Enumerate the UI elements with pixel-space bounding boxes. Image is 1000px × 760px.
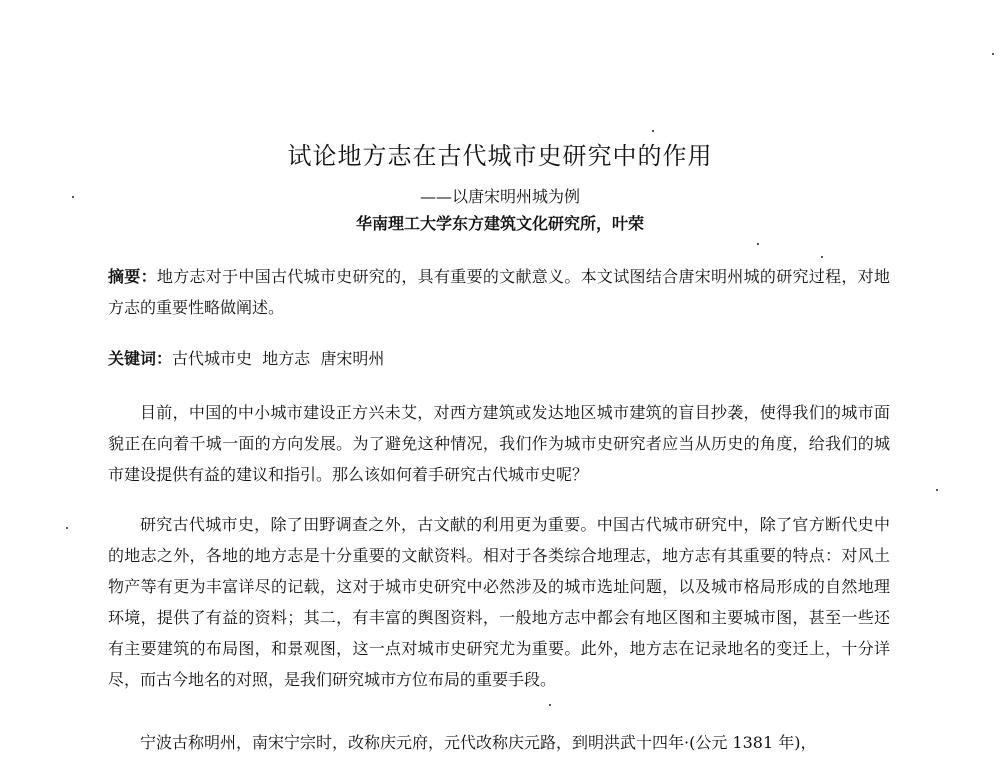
keywords-paragraph: [108, 343, 890, 374]
paper-subtitle: ——以唐宋明州城为例: [419, 187, 580, 206]
scan-speck: [549, 704, 551, 706]
body-paragraph-text: 宁波古称明州，南宋宁宗时，改称庆元府，元代改称庆元路，到明洪武十四年·(公元 1381 年)，: [140, 733, 817, 752]
scan-speck: [72, 196, 74, 198]
body-paragraph-1: [108, 397, 890, 490]
abstract-paragraph: [108, 261, 890, 323]
keywords-label: 关键词：: [108, 349, 173, 368]
scan-speck: [992, 53, 994, 55]
body-paragraph-3: [108, 727, 890, 758]
author-affiliation: 华南理工大学东方建筑文化研究所，叶荣: [355, 214, 644, 233]
abstract-section: [108, 261, 890, 323]
keywords-section: [108, 343, 890, 374]
abstract-label: 摘要：: [108, 267, 157, 286]
keywords-text: 古代城市史 地方志 唐宋明州: [172, 349, 385, 368]
paper-title: 试论地方志在古代城市史研究中的作用: [287, 142, 713, 170]
scan-speck: [66, 527, 68, 529]
scan-speck: [821, 256, 823, 258]
scan-speck: [652, 130, 654, 132]
body-paragraph-2: [108, 509, 890, 695]
abstract-text: 地方志对于中国古代城市史研究的，具有重要的文献意义。本文试图结合唐宋明州城的研究过程，对地方志的重要性略做阐述。: [108, 267, 890, 317]
body-paragraph-text: 目前，中国的中小城市建设正方兴未艾，对西方建筑或发达地区城市建筑的盲目抄袭，使得我们的城市面貌正在向着千城一面的方向发展。为了避免这种情况，我们作为城市史研究者应当从历史的角度，给我们的城市建设提供有益的建议和指引。那么该如何着手研究古代城市史呢？: [108, 403, 890, 484]
scan-speck: [936, 489, 938, 491]
body-paragraph-text: 研究古代城市史，除了田野调查之外，古文献的利用更为重要。中国古代城市研究中，除了官方断代史中的地志之外，各地的地方志是十分重要的文献资料。相对于各类综合地理志，地方志有其重要的特点：对风土物产等有更为丰富详尽的记载，这对于城市史研究中必然涉及的城市选址问题，以及城市格局形成的自然地理环境，提供了有益的资料；其二，有丰富的舆图资料，一般地方志中都会有地区图和主要城市图，甚至一些还有主要建筑的布局图，和景观图，这一点对城市史研究尤为重要。此外，地方志在记录地名的变迁上，十分详尽，而古今地名的对照，是我们研究城市方位布局的重要手段。: [108, 515, 890, 689]
scan-speck: [757, 243, 759, 245]
